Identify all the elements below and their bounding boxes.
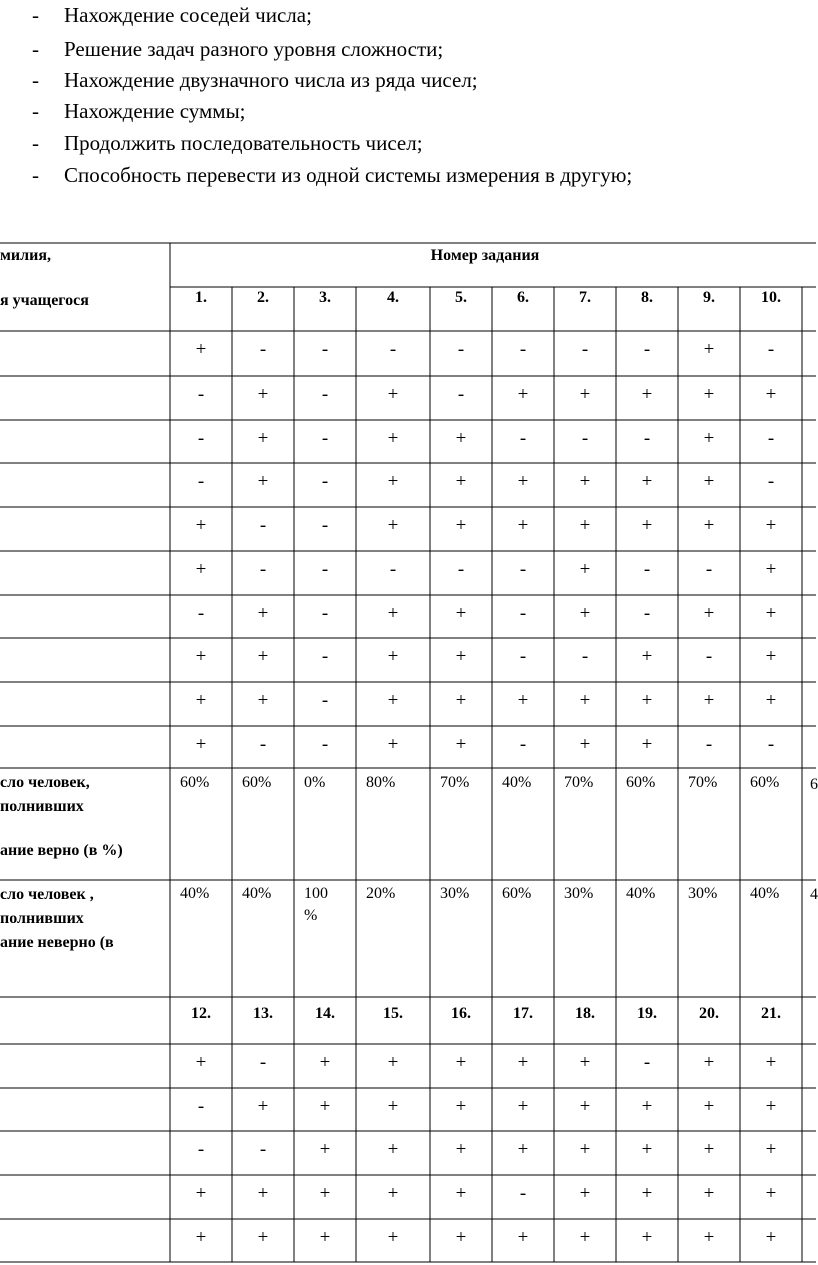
column-number: 18. [575, 1005, 595, 1022]
percent-wrong: 40% [626, 885, 656, 902]
result-mark: + [387, 646, 399, 667]
result-mark: - [581, 339, 589, 360]
result-mark: + [579, 603, 591, 624]
result-mark: - [643, 603, 651, 624]
result-mark: - [643, 559, 651, 580]
result-mark: + [387, 1096, 399, 1117]
result-mark: - [519, 1183, 527, 1204]
result-mark: + [765, 646, 777, 667]
result-mark: - [197, 471, 205, 492]
column-number: 19. [637, 1005, 657, 1022]
result-mark: - [519, 428, 527, 449]
result-mark: + [765, 1139, 777, 1160]
result-mark: - [321, 515, 329, 536]
result-mark: - [197, 428, 205, 449]
header-task-number: Номер задания [430, 247, 540, 264]
result-mark: + [195, 734, 207, 755]
result-mark: + [455, 603, 467, 624]
result-mark: + [517, 515, 529, 536]
result-mark: + [703, 339, 715, 360]
percent-wrong: 30% [440, 885, 470, 902]
bullet-text: Нахождение суммы; [64, 99, 246, 123]
bullet-dash: - [32, 163, 39, 187]
correct-cut-value: 6 [810, 776, 818, 793]
result-mark: + [195, 1183, 207, 1204]
result-mark: - [457, 384, 465, 405]
result-mark: + [517, 471, 529, 492]
result-mark: + [703, 1183, 715, 1204]
result-mark: - [321, 559, 329, 580]
result-mark: + [387, 734, 399, 755]
result-mark: + [257, 471, 269, 492]
result-mark: + [257, 1183, 269, 1204]
result-mark: + [195, 1227, 207, 1248]
correct-label-line3: ание верно (в %) [0, 842, 123, 859]
percent-wrong: 30% [688, 885, 718, 902]
result-mark: + [579, 471, 591, 492]
column-number: 2. [257, 289, 269, 306]
result-mark: + [765, 690, 777, 711]
result-mark: - [321, 384, 329, 405]
result-mark: + [455, 515, 467, 536]
result-mark: + [517, 1139, 529, 1160]
result-mark: + [765, 1183, 777, 1204]
result-mark: + [703, 471, 715, 492]
percent-correct: 80% [366, 774, 396, 791]
column-number: 15. [383, 1005, 403, 1022]
bullet-text: Продолжить последовательность чисел; [64, 131, 423, 155]
result-mark: + [641, 690, 653, 711]
result-mark: + [703, 1096, 715, 1117]
correct-label-line2: полнивших [0, 798, 84, 815]
percent-correct: 60% [180, 774, 210, 791]
percent-wrong: 30% [564, 885, 594, 902]
result-mark: + [319, 1227, 331, 1248]
wrong-label-line2: полнивших [0, 910, 84, 927]
result-mark: + [765, 515, 777, 536]
result-mark: + [455, 646, 467, 667]
result-mark: + [387, 1183, 399, 1204]
result-mark: + [765, 559, 777, 580]
result-mark: + [387, 471, 399, 492]
column-number: 3. [319, 289, 331, 306]
result-mark: + [455, 428, 467, 449]
result-mark: - [197, 384, 205, 405]
percent-wrong: 40% [242, 885, 272, 902]
result-mark: + [257, 384, 269, 405]
result-mark: - [259, 515, 267, 536]
result-mark: + [703, 384, 715, 405]
percent-wrong: 40% [750, 885, 780, 902]
result-mark: + [703, 428, 715, 449]
result-mark: - [705, 646, 713, 667]
result-mark: - [519, 339, 527, 360]
result-mark: + [257, 646, 269, 667]
column-number: 13. [253, 1005, 273, 1022]
result-mark: + [257, 690, 269, 711]
column-number: 17. [513, 1005, 533, 1022]
percent-correct: 70% [688, 774, 718, 791]
bullet-text: Нахождение соседей числа; [64, 3, 312, 27]
result-mark: - [705, 559, 713, 580]
result-mark: - [519, 559, 527, 580]
percent-correct: 60% [626, 774, 656, 791]
result-mark: + [517, 384, 529, 405]
bullet-dash: - [32, 68, 39, 92]
result-mark: + [319, 1183, 331, 1204]
column-number: 10. [761, 289, 781, 306]
result-mark: + [195, 1052, 207, 1073]
result-mark: - [767, 428, 775, 449]
result-mark: + [579, 1227, 591, 1248]
result-mark: - [643, 339, 651, 360]
result-mark: + [703, 1227, 715, 1248]
result-mark: + [387, 1227, 399, 1248]
result-mark: + [641, 734, 653, 755]
result-mark: - [259, 559, 267, 580]
result-mark: + [455, 1183, 467, 1204]
column-number: 7. [579, 289, 591, 306]
result-mark: - [321, 471, 329, 492]
percent-correct: 0% [304, 774, 326, 791]
result-mark: + [387, 1052, 399, 1073]
result-mark: + [455, 471, 467, 492]
result-mark: - [767, 339, 775, 360]
result-mark: + [319, 1096, 331, 1117]
column-number: 20. [699, 1005, 719, 1022]
column-number: 12. [191, 1005, 211, 1022]
wrong-label-line3: ание неверно (в [0, 934, 114, 951]
result-mark: + [579, 384, 591, 405]
result-mark: + [641, 384, 653, 405]
result-mark: + [703, 1052, 715, 1073]
result-mark: + [517, 1052, 529, 1073]
percent-correct: 70% [440, 774, 470, 791]
column-number: 1. [195, 289, 207, 306]
result-mark: - [457, 339, 465, 360]
result-mark: - [197, 1096, 205, 1117]
result-mark: - [519, 603, 527, 624]
result-mark: + [455, 1227, 467, 1248]
result-mark: + [387, 515, 399, 536]
column-number: 8. [641, 289, 653, 306]
column-number: 21. [761, 1005, 781, 1022]
column-number: 6. [517, 289, 529, 306]
result-mark: - [643, 1052, 651, 1073]
result-mark: + [641, 515, 653, 536]
result-mark: + [765, 1096, 777, 1117]
result-mark: - [767, 471, 775, 492]
result-mark: + [517, 1096, 529, 1117]
result-mark: + [703, 603, 715, 624]
percent-correct: 60% [750, 774, 780, 791]
result-mark: + [765, 603, 777, 624]
result-mark: + [517, 1227, 529, 1248]
bullet-text: Нахождение двузначного числа из ряда чисел; [64, 68, 478, 92]
wrong-label-line1: сло человек , [0, 886, 94, 903]
result-mark: + [703, 1139, 715, 1160]
header-name-line2: я учащегося [0, 292, 89, 309]
result-mark: + [641, 1096, 653, 1117]
percent-wrong: 60% [502, 885, 532, 902]
bullet-dash: - [32, 99, 39, 123]
result-mark: + [641, 646, 653, 667]
result-mark: - [389, 339, 397, 360]
column-number: 16. [451, 1005, 471, 1022]
result-mark: - [259, 339, 267, 360]
result-mark: + [703, 690, 715, 711]
percent-correct: 70% [564, 774, 594, 791]
result-mark: + [195, 515, 207, 536]
bullet-dash: - [32, 37, 39, 61]
result-mark: + [579, 515, 591, 536]
result-mark: - [705, 734, 713, 755]
correct-label-line1: сло человек, [0, 774, 90, 791]
result-mark: - [197, 1139, 205, 1160]
column-number: 5. [455, 289, 467, 306]
result-mark: + [641, 471, 653, 492]
result-mark: + [579, 1052, 591, 1073]
result-mark: + [765, 1052, 777, 1073]
header-name-line1: милия, [0, 247, 51, 264]
result-mark: + [195, 339, 207, 360]
bullet-text: Способность перевести из одной системы измерения в другую; [64, 163, 633, 187]
result-mark: + [455, 690, 467, 711]
result-mark: + [195, 646, 207, 667]
result-mark: - [389, 559, 397, 580]
percent-wrong: 40% [180, 885, 210, 902]
column-number: 14. [315, 1005, 335, 1022]
column-number: 4. [387, 289, 399, 306]
wrong-cut-value: 4 [810, 886, 818, 903]
result-mark: - [197, 603, 205, 624]
result-mark: + [455, 1052, 467, 1073]
result-mark: + [517, 690, 529, 711]
result-mark: - [767, 734, 775, 755]
result-mark: - [581, 428, 589, 449]
result-mark: + [765, 1227, 777, 1248]
result-mark: + [455, 734, 467, 755]
result-mark: - [321, 734, 329, 755]
result-mark: - [321, 428, 329, 449]
result-mark: + [703, 515, 715, 536]
result-mark: + [257, 1227, 269, 1248]
result-mark: + [387, 603, 399, 624]
result-mark: + [319, 1052, 331, 1073]
result-mark: - [321, 603, 329, 624]
result-mark: + [579, 1139, 591, 1160]
result-mark: - [321, 646, 329, 667]
percent-correct: 60% [242, 774, 272, 791]
result-mark: + [641, 1139, 653, 1160]
result-mark: - [321, 690, 329, 711]
result-mark: - [519, 646, 527, 667]
result-mark: + [641, 1227, 653, 1248]
result-mark: - [519, 734, 527, 755]
result-mark: + [257, 603, 269, 624]
result-mark: + [579, 559, 591, 580]
result-mark: + [579, 1183, 591, 1204]
result-mark: + [387, 428, 399, 449]
bullet-dash: - [32, 3, 39, 27]
result-mark: + [387, 690, 399, 711]
result-mark: - [457, 559, 465, 580]
bullet-text: Решение задач разного уровня сложности; [64, 37, 444, 61]
result-mark: + [455, 1096, 467, 1117]
result-mark: + [319, 1139, 331, 1160]
percent-wrong: 20% [366, 885, 396, 902]
result-mark: - [259, 1052, 267, 1073]
result-mark: + [455, 1139, 467, 1160]
result-mark: + [579, 1096, 591, 1117]
result-mark: + [579, 690, 591, 711]
result-mark: + [765, 384, 777, 405]
result-mark: + [195, 559, 207, 580]
result-mark: + [195, 690, 207, 711]
percent-correct: 40% [502, 774, 532, 791]
percent-wrong: 100 % [304, 885, 328, 924]
result-mark: - [321, 339, 329, 360]
result-mark: - [581, 646, 589, 667]
result-mark: - [259, 1139, 267, 1160]
result-mark: + [257, 1096, 269, 1117]
result-mark: + [579, 734, 591, 755]
result-mark: + [641, 1183, 653, 1204]
result-mark: + [387, 1139, 399, 1160]
result-mark: - [259, 734, 267, 755]
result-mark: + [257, 428, 269, 449]
result-mark: + [387, 384, 399, 405]
result-mark: - [643, 428, 651, 449]
column-number: 9. [703, 289, 715, 306]
bullet-dash: - [32, 131, 39, 155]
